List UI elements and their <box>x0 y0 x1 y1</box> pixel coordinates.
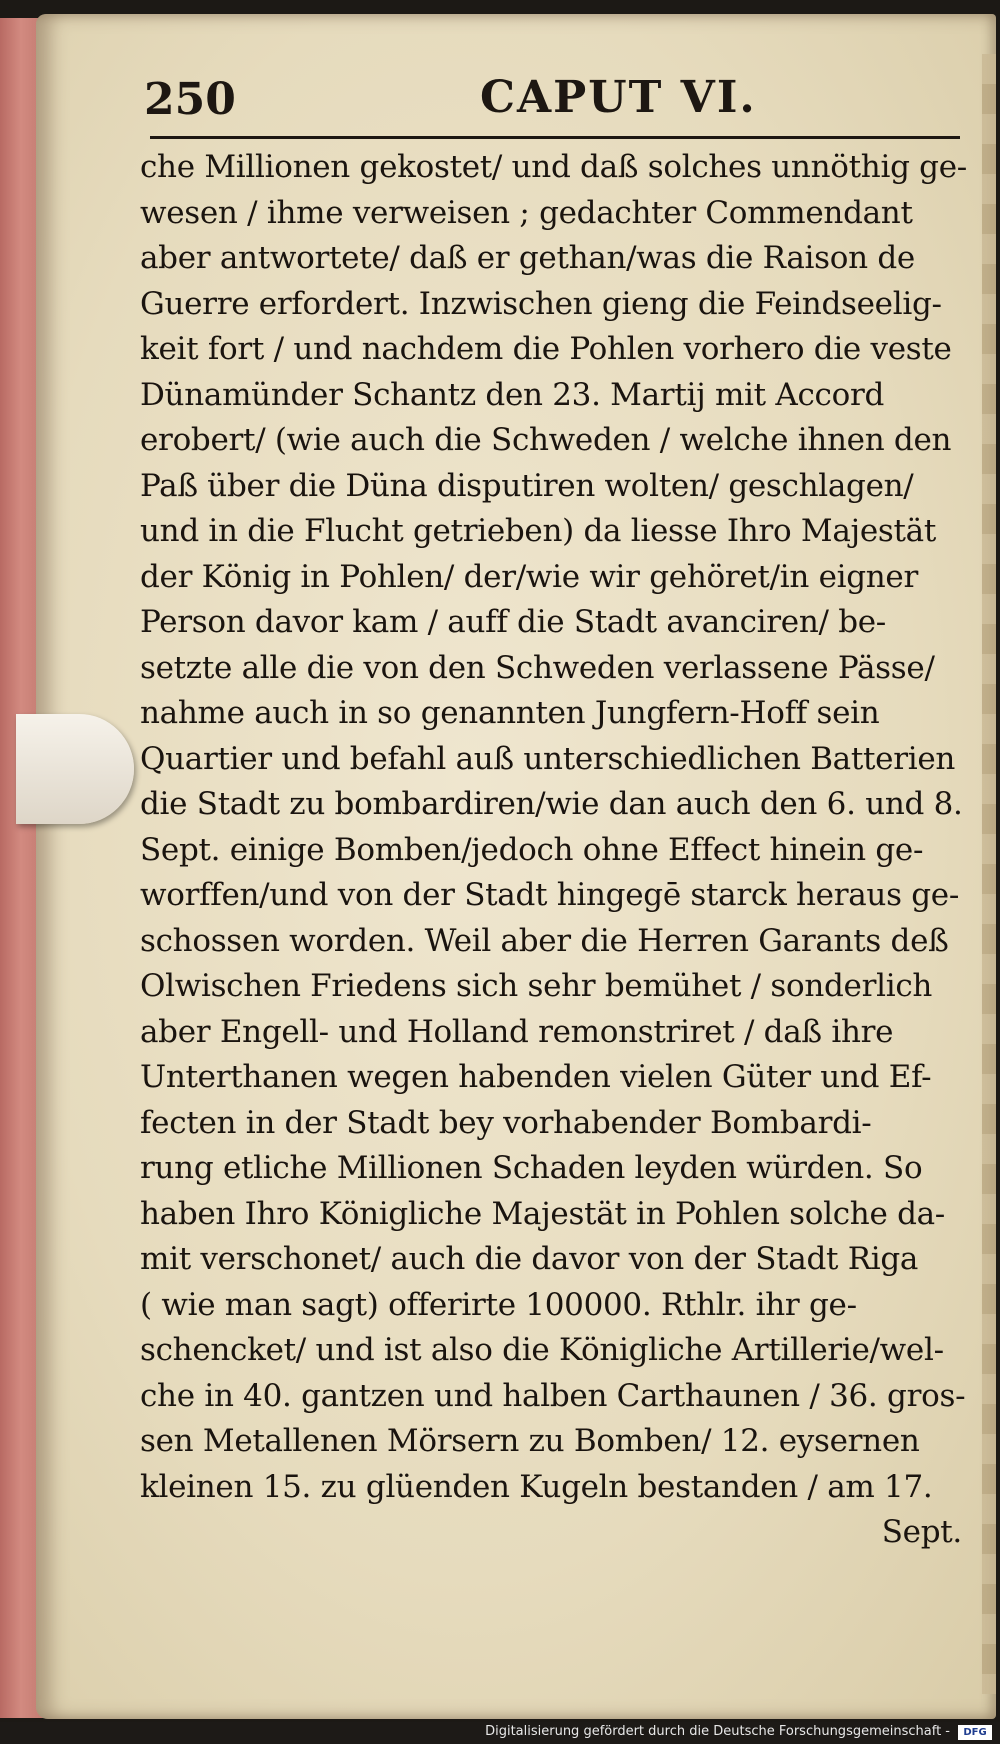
text-line: Person davor kam / auff die Stadt avanciren/ be- <box>140 604 886 640</box>
text-line: aber Engell- und Holland remonstriret / daß ihre <box>140 1013 894 1050</box>
text-line: erobert/ (wie auch die Schweden / welche ihnen den <box>140 422 952 458</box>
text-line: aber antwortete/ daß er gethan/was die Raison de <box>140 240 915 276</box>
digitization-footer <box>0 1722 1000 1744</box>
catchword: Sept. <box>881 1514 962 1550</box>
page-edge-right <box>982 54 996 1694</box>
text-line: Dünamünder Schantz den 23. Martij mit Accord <box>140 376 885 413</box>
bookmark-tab <box>16 714 134 824</box>
text-line: ( wie man sagt) offerirte 100000. Rthlr. ihr ge- <box>140 1286 857 1323</box>
text-line: che in 40. gantzen und halben Carthaunen / 36. gros- <box>140 1377 966 1414</box>
text-line: Paß über die Düna disputiren wolten/ geschlagen/ <box>140 467 914 504</box>
page-number: 250 <box>144 74 236 125</box>
header-rule <box>150 136 960 139</box>
funding-credit: Digitalisierung gefördert durch die Deutsche Forschungsgemeinschaft - <box>485 1724 950 1739</box>
page-header <box>110 60 970 130</box>
text-line: sen Metallenen Mörsern zu Bomben/ 12. eysernen <box>140 1423 920 1459</box>
dfg-logo-icon: DFG <box>958 1725 992 1740</box>
body-text <box>140 145 970 1556</box>
text-line: worffen/und von der Stadt hingegē starck heraus ge- <box>140 877 959 913</box>
text-line: nahme auch in so genannten Jungfern-Hoff sein <box>140 695 880 731</box>
text-line: die Stadt zu bombardiren/wie dan auch den 6. und 8. <box>140 786 963 822</box>
text-line: keit fort / und nachdem die Pohlen vorhero die veste <box>140 331 952 367</box>
text-line: schencket/ und ist also die Königliche Artillerie/wel- <box>140 1332 944 1368</box>
text-line: Guerre erfordert. Inzwischen gieng die Feindseelig- <box>140 285 942 322</box>
text-line: und in die Flucht getrieben) da liesse Ihro Majestät <box>140 513 936 549</box>
text-line: fecten in der Stadt bey vorhabender Bombardi- <box>140 1104 872 1141</box>
text-line: setzte alle die von den Schweden verlassene Pässe/ <box>140 649 935 686</box>
running-title: CAPUT VI. <box>480 72 757 123</box>
text-line: Unterthanen wegen habenden vielen Güter und Ef- <box>140 1059 932 1095</box>
text-line: haben Ihro Königliche Majestät in Pohlen solche da- <box>140 1195 945 1232</box>
text-line: der König in Pohlen/ der/wie wir gehöret/in eigner <box>140 558 918 595</box>
text-line: Quartier und befahl auß unterschiedlichen Batterien <box>140 740 956 777</box>
text-line: Olwischen Friedens sich sehr bemühet / sonderlich <box>140 968 933 1004</box>
text-line: Sept. einige Bomben/jedoch ohne Effect hinein ge- <box>140 831 924 868</box>
text-line: schossen worden. Weil aber die Herren Garants deß <box>140 922 949 959</box>
text-line: mit verschonet/ auch die davor von der Stadt Riga <box>140 1241 919 1277</box>
text-line: wesen / ihme verweisen ; gedachter Commendant <box>140 194 913 231</box>
text-line: che Millionen gekostet/ und daß solches unnöthig ge- <box>140 149 967 185</box>
text-line: kleinen 15. zu glüenden Kugeln bestanden / am 17. <box>140 1468 933 1505</box>
text-line: rung etliche Millionen Schaden leyden würden. So <box>140 1150 923 1186</box>
